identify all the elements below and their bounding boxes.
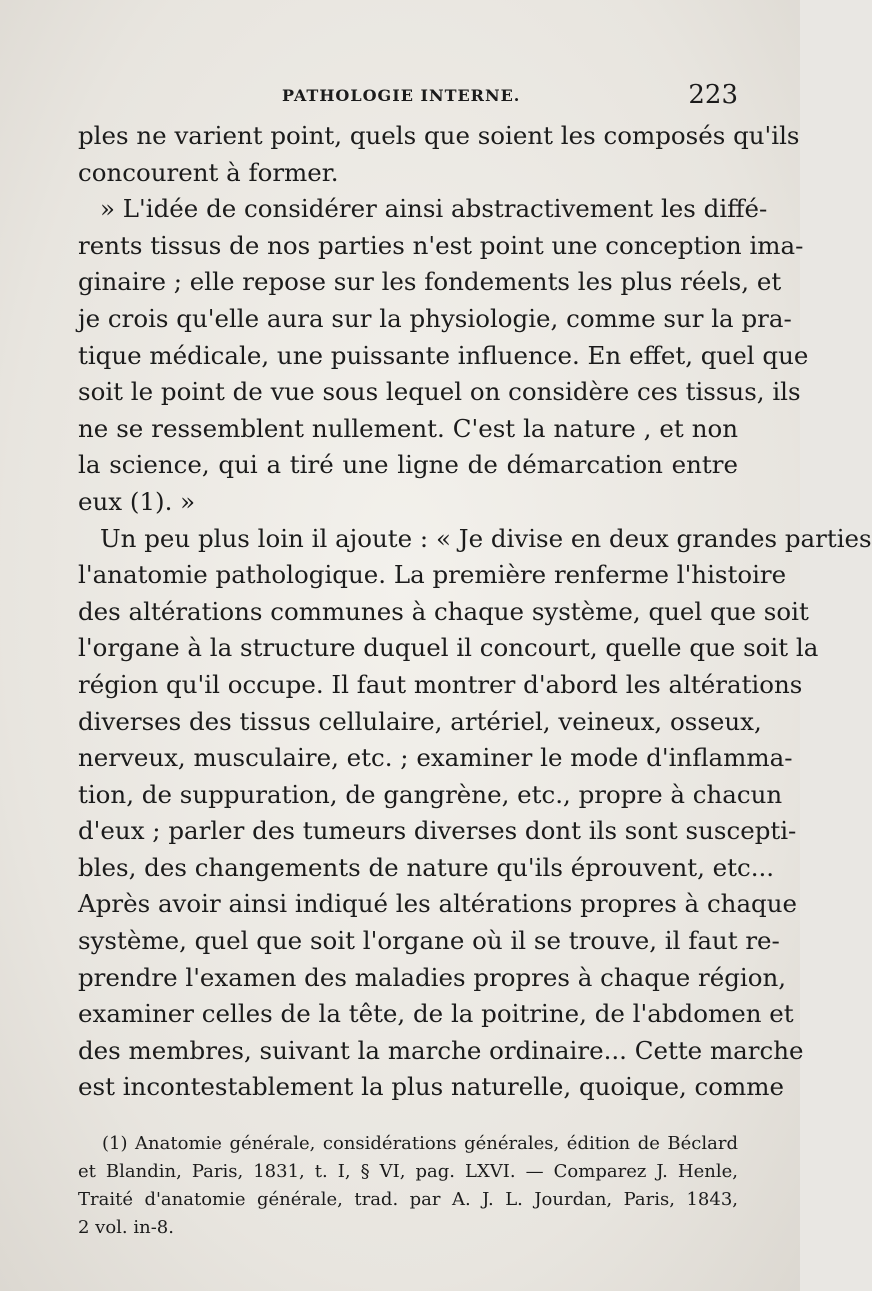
- text-line: l'organe à la structure duquel il concourt, quelle que soit la: [78, 633, 819, 663]
- footnote-line: (1) Anatomie générale, considérations générales, édition de Béclard: [102, 1133, 738, 1154]
- text-line: ginaire ; elle repose sur les fondements les plus réels, et: [78, 267, 782, 297]
- footnote-line: 2 vol. in-8.: [78, 1217, 174, 1238]
- running-title: PATHOLOGIE INTERNE.: [282, 86, 521, 105]
- footnotes: [78, 1130, 738, 1242]
- text-line: ples ne varient point, quels que soient les composés qu'ils: [78, 121, 800, 150]
- text-line: je crois qu'elle aura sur la physiologie, comme sur la pra-: [78, 303, 792, 333]
- text-line: l'anatomie pathologique. La première renferme l'histoire: [78, 560, 787, 590]
- text-line: tion, de suppuration, de gangrène, etc., propre à chacun: [78, 779, 783, 809]
- text-line: concourent à former.: [78, 157, 339, 187]
- text-line: diverses des tissus cellulaire, artériel, veineux, osseux,: [78, 706, 762, 736]
- footnote-line: et Blandin, Paris, 1831, t. I, § VI, pag. LXVI. — Comparez J. Henle,: [78, 1161, 738, 1182]
- body-text: [78, 118, 872, 1106]
- text-line: examiner celles de la tête, de la poitrine, de l'abdomen et: [78, 999, 794, 1029]
- page-number: 223: [688, 80, 738, 110]
- text-line: rents tissus de nos parties n'est point une conception ima-: [78, 230, 804, 260]
- text-line: système, quel que soit l'organe où il se trouve, il faut re-: [78, 926, 780, 956]
- text-line: est incontestablement la plus naturelle, quoique, comme: [78, 1072, 784, 1102]
- page-header: [78, 80, 738, 112]
- text-line: ne se ressemblent nullement. C'est la nature , et non: [78, 413, 738, 443]
- footnote-line: Traité d'anatomie générale, trad. par A. J. L. Jourdan, Paris, 1843,: [78, 1189, 738, 1210]
- text-line: soit le point de vue sous lequel on considère ces tissus, ils: [78, 377, 801, 407]
- text-line: Un peu plus loin il ajoute : « Je divise en deux grandes parties: [100, 523, 872, 553]
- text-line: des altérations communes à chaque système, quel que soit: [78, 596, 809, 626]
- text-line: prendre l'examen des maladies propres à chaque région,: [78, 962, 787, 992]
- text-line: nerveux, musculaire, etc. ; examiner le mode d'inflamma-: [78, 743, 793, 773]
- text-line: tique médicale, une puissante influence. En effet, quel que: [78, 340, 809, 370]
- text-line: des membres, suivant la marche ordinaire... Cette marche: [78, 1035, 804, 1065]
- text-line: eux (1). »: [78, 486, 196, 516]
- text-line: » L'idée de considérer ainsi abstractivement les diffé-: [100, 194, 768, 224]
- text-line: Après avoir ainsi indiqué les altérations propres à chaque: [78, 889, 798, 919]
- text-line: bles, des changements de nature qu'ils éprouvent, etc...: [78, 852, 775, 882]
- text-line: d'eux ; parler des tumeurs diverses dont ils sont suscepti-: [78, 816, 797, 846]
- text-line: région qu'il occupe. Il faut montrer d'abord les altérations: [78, 669, 803, 699]
- text-line: la science, qui a tiré une ligne de démarcation entre: [78, 450, 738, 480]
